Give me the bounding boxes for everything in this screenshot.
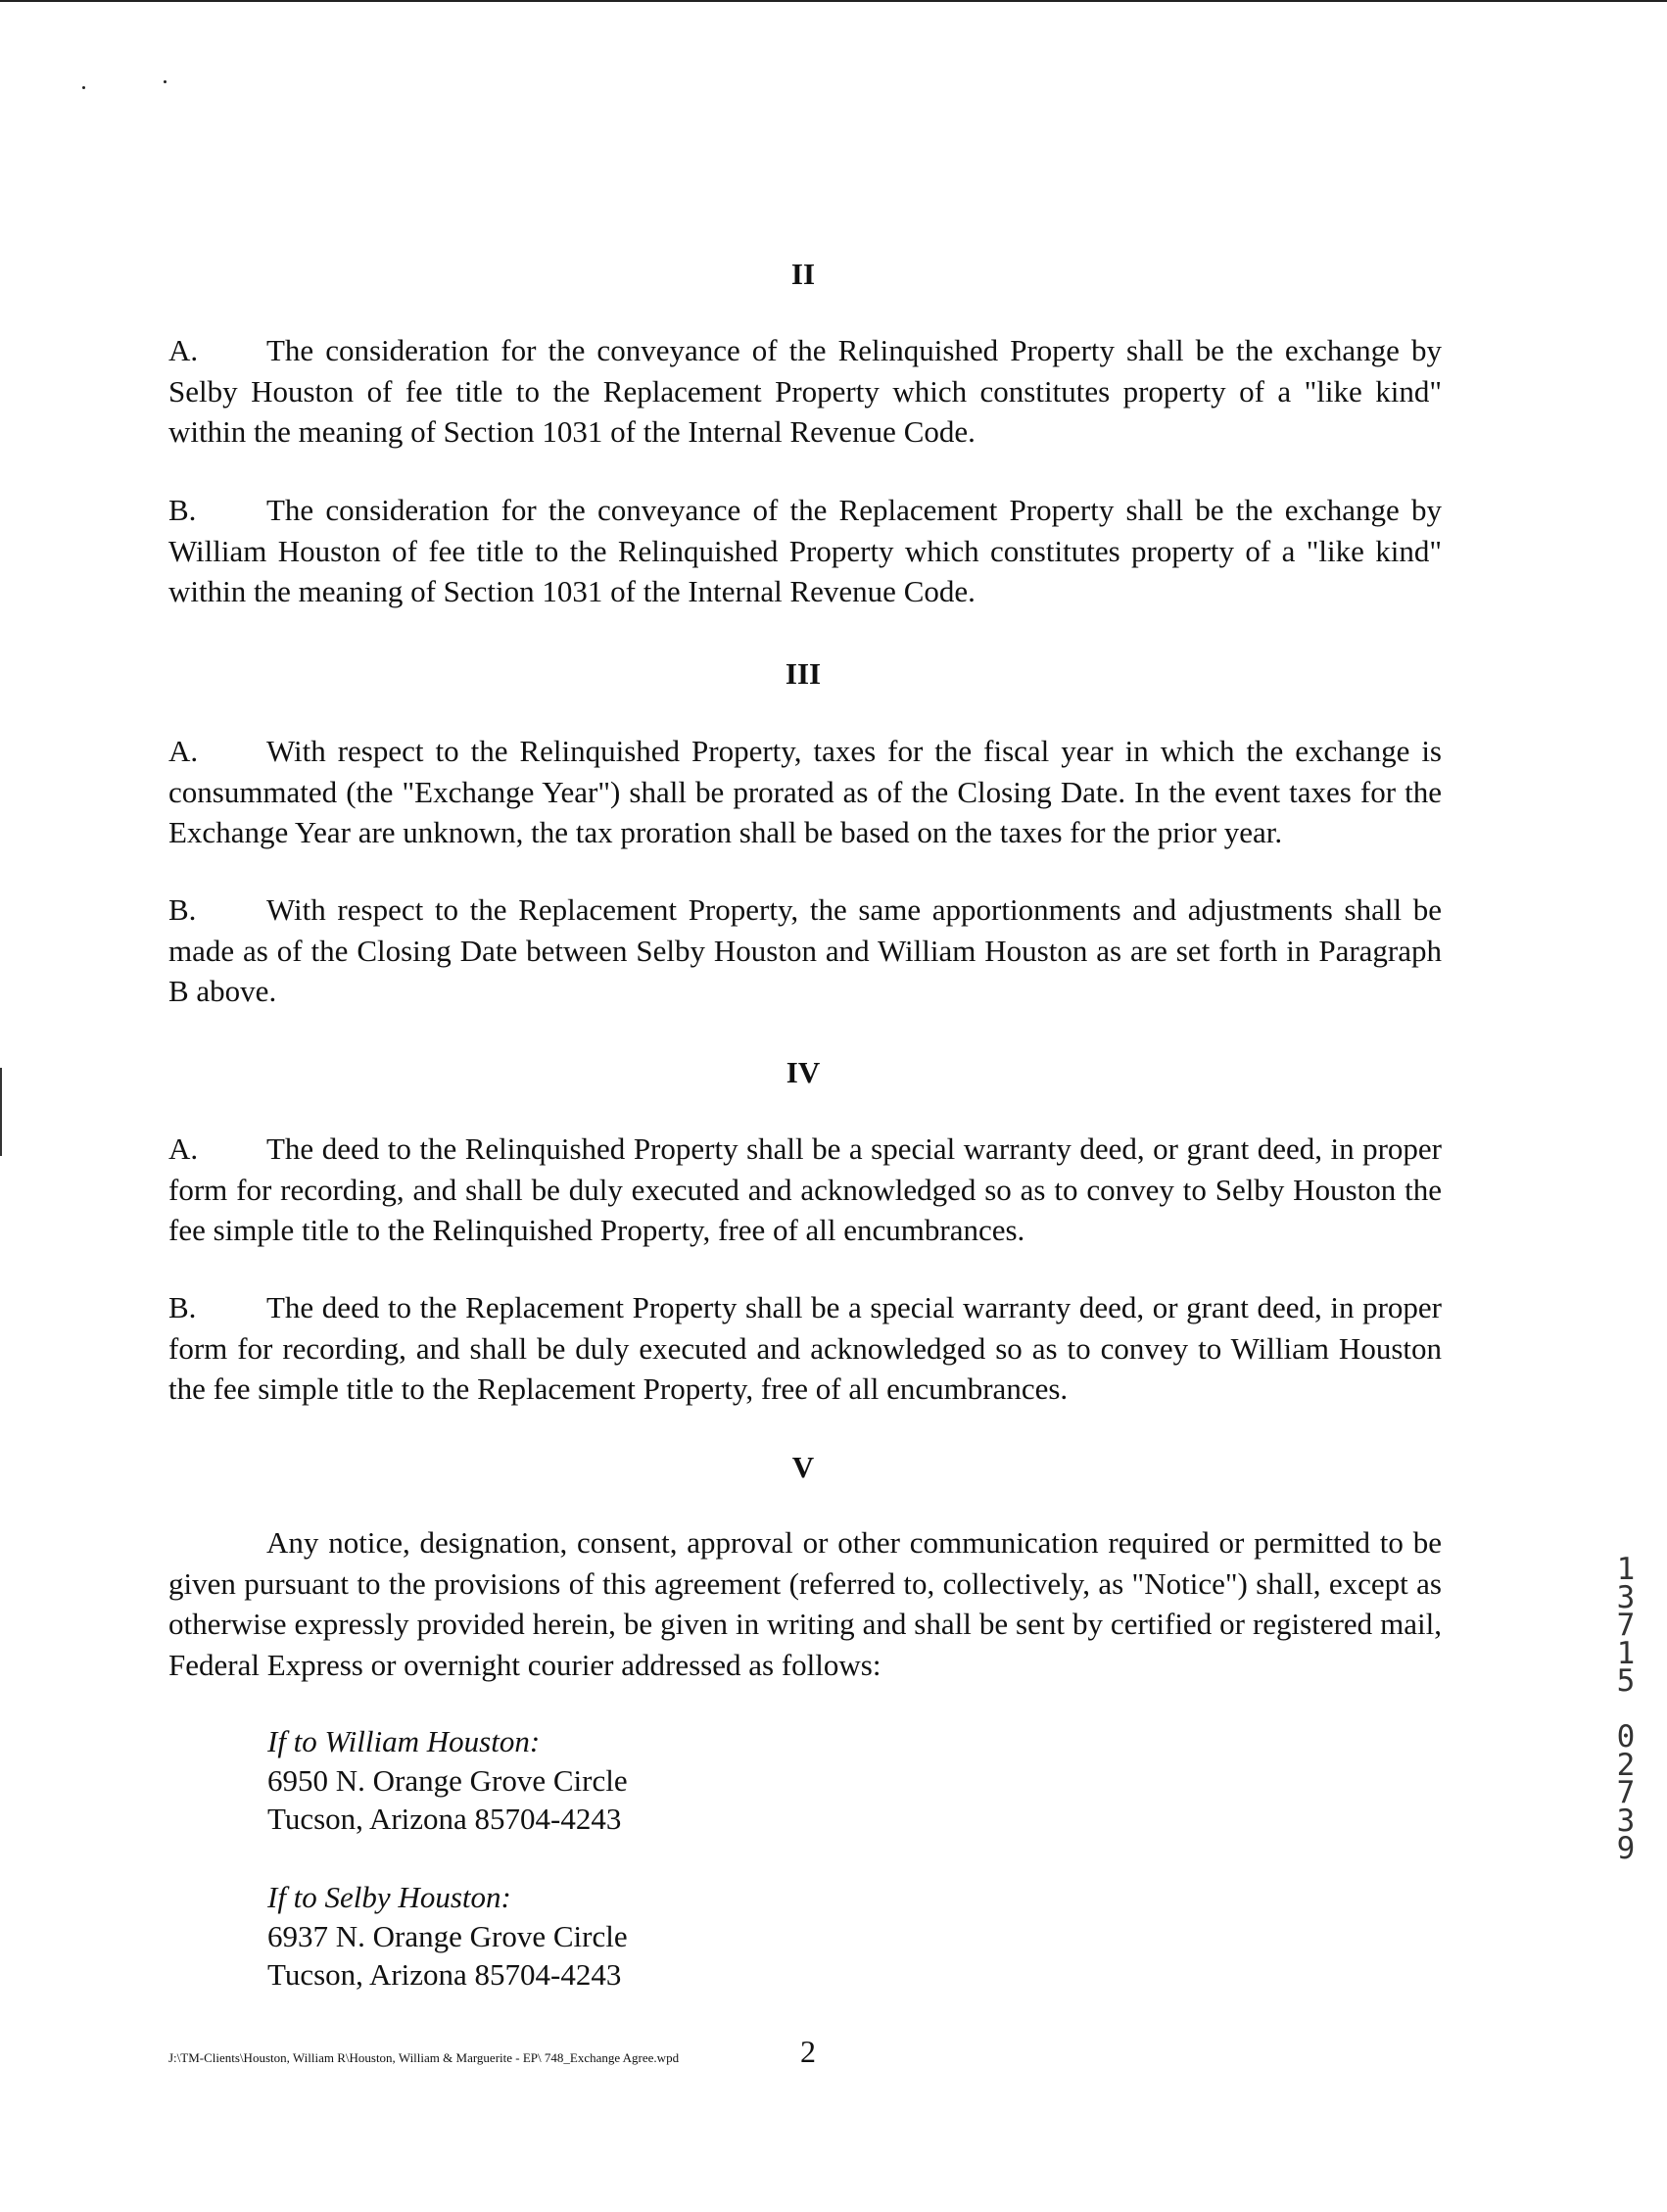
section-heading-v: V [791, 1450, 815, 1484]
paragraph-iv-a [168, 1129, 1442, 1251]
bates-number: 1 3 7 1 5 0 2 7 3 9 [1616, 1552, 1636, 1866]
address-block-selby [267, 1878, 628, 1995]
address-recipient: If to William Houston: [267, 1724, 541, 1758]
section-heading-iv: IV [786, 1055, 821, 1089]
paragraph-iv-b [168, 1287, 1442, 1410]
paragraph-text: With respect to the Relinquished Property, taxes for the fiscal year in which the exchange is consummated (the "Exchange Year") shall be prorated as of the Closing Date. In the event taxes for the Exchange Year are unknown, the tax proration shall be based on the taxes for the prior year. [168, 734, 1442, 849]
paragraph-iii-a [168, 731, 1442, 853]
scan-speck [82, 86, 85, 89]
paragraph-text: The deed to the Replacement Property shall be a special warranty deed, or grant deed, in proper form for recording, and shall be duly executed and acknowledged so as to convey to William Houston the fee simple title to the Replacement Property, free of all encumbrances. [168, 1290, 1442, 1406]
paragraph-label: A. [168, 1131, 199, 1166]
address-block-william [267, 1722, 628, 1839]
section-heading-ii: II [790, 257, 816, 291]
paragraph-label: B. [168, 1290, 197, 1324]
address-city: Tucson, Arizona 85704-4243 [267, 1957, 622, 1992]
paragraph-ii-a [168, 330, 1442, 453]
page-number: 2 [800, 2034, 816, 2069]
address-city: Tucson, Arizona 85704-4243 [267, 1802, 622, 1836]
paragraph-label: A. [168, 734, 199, 768]
paragraph-text: With respect to the Replacement Property, the same apportionments and adjustments shall be made as of the Closing Date between Selby Houston and William Houston as are set forth in Paragraph B above. [168, 892, 1442, 1008]
paragraph-iii-b [168, 890, 1442, 1012]
paragraph-label: B. [168, 892, 197, 927]
paragraph-label: A. [168, 333, 199, 367]
address-street: 6937 N. Orange Grove Circle [267, 1918, 628, 1953]
paragraph-ii-b [168, 490, 1442, 612]
section-heading-iii: III [785, 656, 822, 691]
address-recipient: If to Selby Houston: [267, 1880, 511, 1914]
address-street: 6950 N. Orange Grove Circle [267, 1762, 628, 1798]
scan-speck [164, 80, 167, 83]
paragraph-text: The consideration for the conveyance of the Relinquished Property shall be the exchange by Selby Houston of fee title to the Replacement Property which constitutes property of a "like kind" within the meaning of Section 1031 of the Internal Revenue Code. [168, 333, 1442, 449]
paragraph-label: B. [168, 493, 197, 527]
paragraph-text: The consideration for the conveyance of the Replacement Property shall be the exchange by William Houston of fee title to the Relinquished Property which constitutes property of a "like kind" within the meaning of Section 1031 of the Internal Revenue Code. [168, 493, 1442, 608]
paragraph-v-notice: Any notice, designation, consent, approval or other communication required or permitted to be given pursuant to the provisions of this agreement (referred to, collectively, as "Notice") shall, except as otherwise expressly provided herein, be given in writing and shall be sent by certified or registered mail, Federal Express or overnight courier addressed as follows: [168, 1525, 1442, 1682]
footer-file-path: J:\TM-Clients\Houston, William R\Houston, William & Marguerite - EP\ 748_Exchange Agree.wpd [168, 2050, 680, 2065]
paragraph-text: The deed to the Relinquished Property shall be a special warranty deed, or grant deed, in proper form for recording, and shall be duly executed and acknowledged so as to convey to Selby Houston the fee simple title to the Relinquished Property, free of all encumbrances. [168, 1131, 1442, 1247]
scan-edge [0, 0, 1667, 2]
